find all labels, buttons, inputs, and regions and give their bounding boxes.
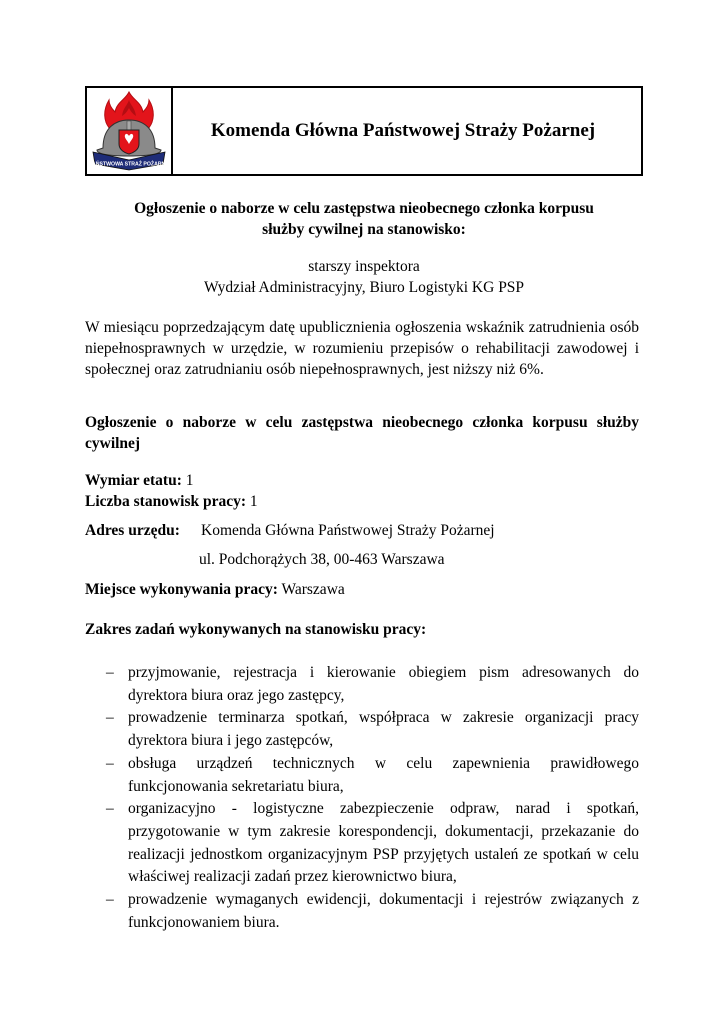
bullet-dash: – [106,891,114,909]
workplace-label: Miejsce wykonywania pracy: [85,581,278,598]
etat-row [85,470,193,491]
bullet-dash: – [106,754,114,772]
etat-label: Wymiar etatu: [85,472,182,489]
institution-title: Komenda Główna Państwowej Straży Pożarnej [210,120,596,141]
list-item: – prowadzenie terminarza spotkań, współpraca w zakresie organizacji pracy dyrektora biura i jego zastępców, [106,709,639,750]
positions-count-label: Liczba stanowisk pracy: [85,493,247,510]
list-item: – przyjmowanie, rejestracja i kierowanie obiegiem pism adresowanych do dyrektora biura oraz jego zastępcy, [106,664,639,704]
bullet-dash: – [106,664,114,681]
etat-value: 1 [181,472,194,489]
positions-count-row [85,491,258,512]
bullet-dash: – [106,800,114,818]
list-item: – prowadzenie wymaganych ewidencji, dokumentacji i rejestrów związanych z funkcjonowaniem biura. [106,891,639,931]
letterhead [85,86,643,176]
office-address-line1: Komenda Główna Państwowej Straży Pożarnej [201,522,495,539]
tasks-list [104,662,639,934]
psp-emblem-icon [89,90,169,172]
office-address-label: Adres urzędu: [85,522,180,539]
position-title: starszy inspektora [308,258,420,275]
announcement-heading-line1: Ogłoszenie o naborze w celu zastępstwa nieobecnego członka korpusu [134,200,594,217]
list-item: – organizacyjno - logistyczne zabezpieczenie odpraw, narad i spotkań, przygotowanie w tym zakresie korespondencji, dokumentacji, przekazanie do realizacji jednostkom organizacyjnym PSP przyjętych ustaleń ze spotkań w celu właściwej realizacji zadań przez kierownictwo biura, [106,800,639,886]
workplace-value: Warszawa [277,581,345,598]
logo-ribbon-text: PAŃSTWOWA STRAŻ POŻARNA [89,161,169,168]
workplace-row [85,579,345,600]
logo-cell [87,88,173,174]
disability-employment-note: W miesiącu poprzedzającym datę upublicznienia ogłoszenia wskaźnik zatrudnienia osób niepełnosprawnych w urzędzie, w rozumieniu przepisów o rehabilitacji zawodowej i społecznej oraz zatrudnianiu osób niepełnosprawnych, jest niższy niż 6%. [85,319,639,378]
announcement-subheading: Ogłoszenie o naborze w celu zastępstwa nieobecnego członka korpusu służby cywilnej [85,414,639,452]
office-address-line2: ul. Podchorążych 38, 00-463 Warszawa [199,551,445,568]
announcement-heading-line2: służby cywilnej na stanowisko: [262,221,466,238]
list-item: – obsługa urządzeń technicznych w celu zapewnienia prawidłowego funkcjonowania sekretariatu biura, [106,754,639,795]
bullet-dash: – [106,709,114,727]
department-name: Wydział Administracyjny, Biuro Logistyki KG PSP [203,279,525,296]
positions-count-value: 1 [246,493,258,510]
tasks-heading: Zakres zadań wykonywanych na stanowisku pracy: [85,621,427,638]
